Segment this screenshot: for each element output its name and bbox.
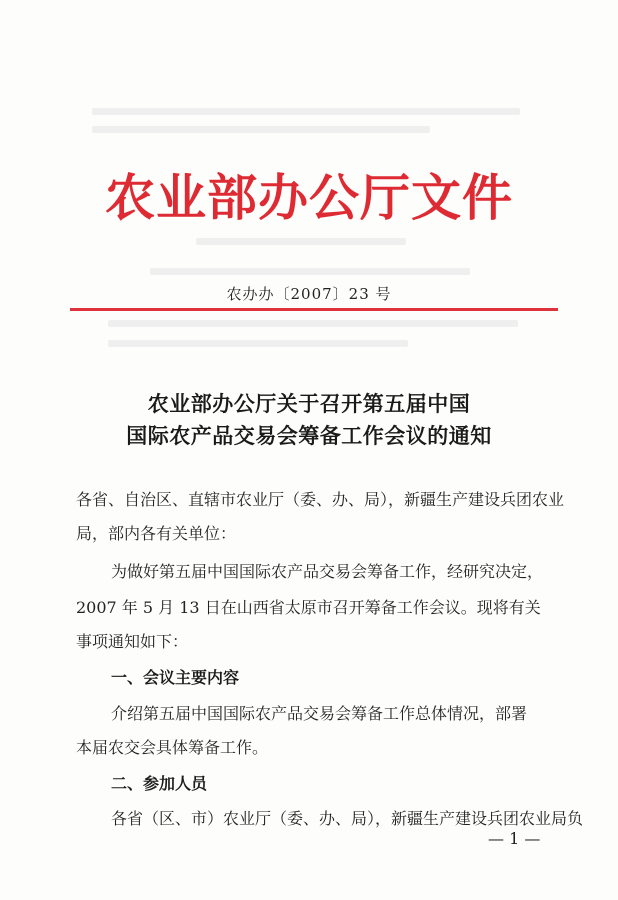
bleed-through-mark [108, 320, 518, 327]
document-number: 农办办〔2007〕23 号 [226, 285, 392, 303]
section-2-line-1: 各省（区、市）农业厅（委、办、局），新疆生产建设兵团农业局负 [111, 809, 584, 828]
bleed-through-mark [92, 108, 520, 115]
recipients-line-2: 局，部内各有关单位： [76, 524, 237, 543]
bleed-through-mark [92, 126, 430, 133]
section-1-line-2: 本届农交会具体筹备工作。 [76, 738, 269, 757]
paragraph-line: 为做好第五届中国国际农产品交易会筹备工作，经研究决定， [111, 562, 544, 581]
paragraph-line: 2007 年 5 月 13 日在山西省太原市召开筹备工作会议。现将有关 [76, 598, 541, 617]
section-1-line-1: 介绍第五届中国国际农产品交易会筹备工作总体情况，部署 [111, 704, 528, 723]
bleed-through-mark [108, 340, 408, 347]
notice-title-line-2: 国际农产品交易会筹备工作会议的通知 [126, 424, 492, 448]
bleed-through-mark [196, 238, 406, 245]
page-number: — 1 — [488, 829, 541, 848]
section-heading-2: 二、参加人员 [111, 774, 208, 793]
agency-title: 农业部办公厅文件 [105, 168, 513, 227]
notice-title-line-1: 农业部办公厅关于召开第五届中国 [147, 392, 471, 416]
section-heading-1: 一、会议主要内容 [111, 668, 240, 687]
paragraph-line: 事项通知如下： [76, 632, 189, 651]
bleed-through-mark [150, 268, 470, 275]
red-divider [70, 308, 558, 311]
recipients-line-1: 各省、自治区、直辖市农业厅（委、办、局），新疆生产建设兵团农业 [76, 490, 565, 509]
